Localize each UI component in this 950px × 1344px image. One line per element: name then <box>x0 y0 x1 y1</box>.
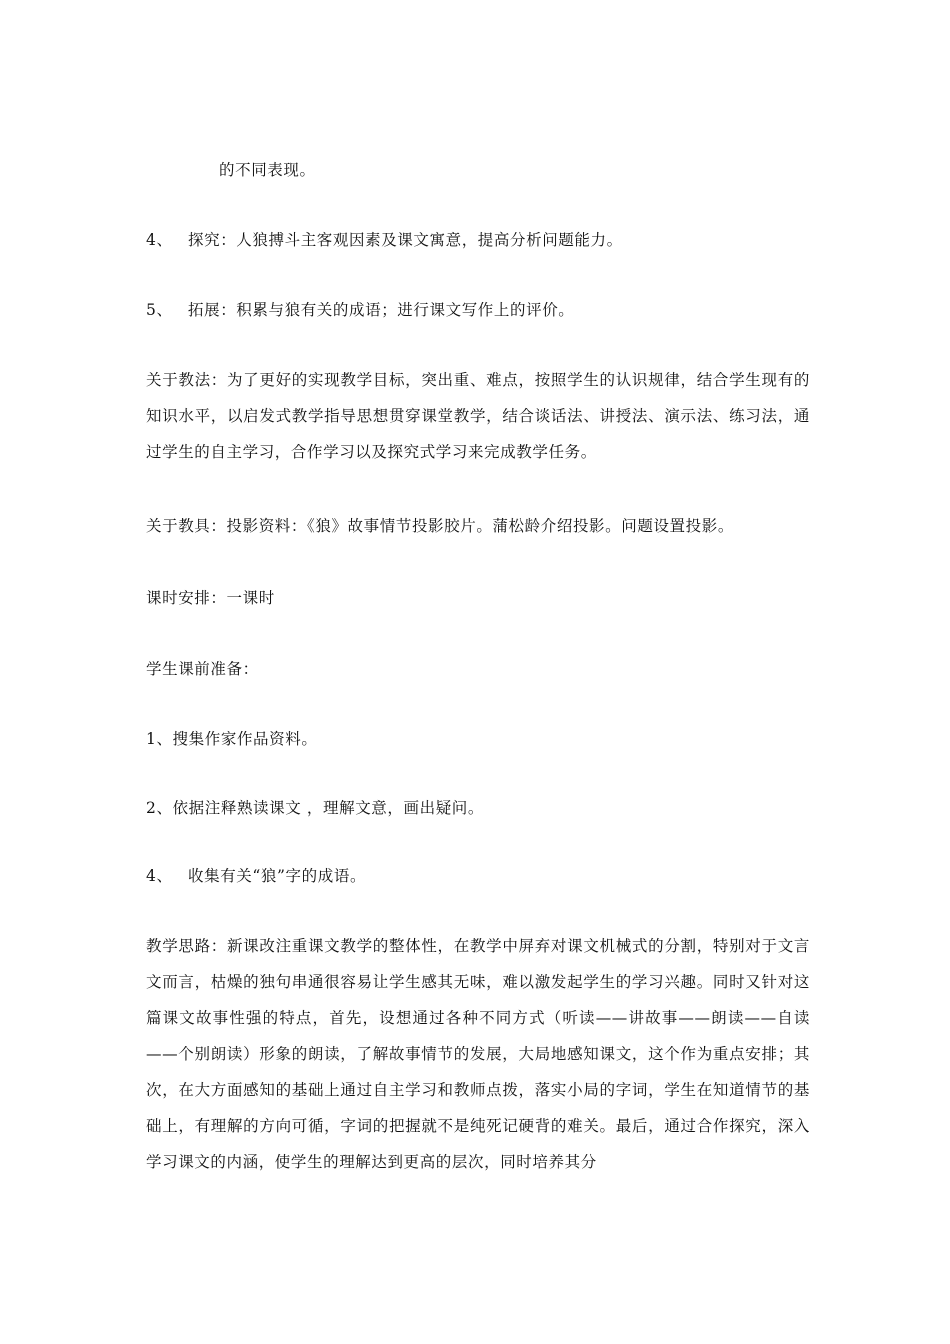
objective-4-text: 探究：人狼搏斗主客观因素及课文寓意，提高分析问题能力。 <box>188 231 623 249</box>
teaching-idea-paragraph: 教学思路：新课改注重课文教学的整体性，在教学中屏弃对课文机械式的分割，特别对于文言文而言，枯燥的独句串通很容易让学生感其无味，难以激发起学生的学习兴趣。同时又针对这篇课文故事性强的特点，首先，设想通过各种不同方式（听读——讲故事——朗读——自读——个别朗读）形象的朗读，了解故事情节的发展，大局地感知课文，这个作为重点安排；其次，在大方面感知的基础上通过自主学习和教师点拨，落实小局的字词，学生在知道情节的基础上，有理解的方向可循，字词的把握就不是纯死记硬背的难关。最后，通过合作探究，深入学习课文的内涵，使学生的理解达到更高的层次，同时培养其分 <box>146 937 810 1171</box>
objective-5-text: 拓展：积累与狼有关的成语；进行课文写作上的评价。 <box>188 301 575 319</box>
continuation-line: 的不同表现。 <box>219 161 316 179</box>
class-hours-line: 课时安排：一课时 <box>146 589 275 607</box>
teaching-method-paragraph: 关于教法：为了更好的实现教学目标，突出重、难点，按照学生的认识规律，结合学生现有的知识水平，以启发式教学指导思想贯穿课堂教学，结合谈话法、讲授法、演示法、练习法，通过学生的自主学习，合作学习以及探究式学习来完成教学任务。 <box>146 371 810 461</box>
objective-5-number: 5、 <box>146 301 173 319</box>
prep-item-2: 2、依据注释熟读课文 ，理解文意，画出疑问。 <box>146 799 484 817</box>
prep-heading: 学生课前准备： <box>146 660 259 678</box>
objective-5 <box>146 300 574 320</box>
prep-item-1: 1、搜集作家作品资料。 <box>146 730 318 748</box>
prep-item-4-number: 4、 <box>146 867 173 885</box>
prep-item-4-text: 收集有关“狼”字的成语。 <box>188 867 367 885</box>
objective-4 <box>146 230 623 250</box>
prep-item-4 <box>146 866 366 886</box>
objective-4-number: 4、 <box>146 231 173 249</box>
teaching-aids-line: 关于教具：投影资料：《狼》故事情节投影胶片。蒲松龄介绍投影。问题设置投影。 <box>146 517 734 535</box>
